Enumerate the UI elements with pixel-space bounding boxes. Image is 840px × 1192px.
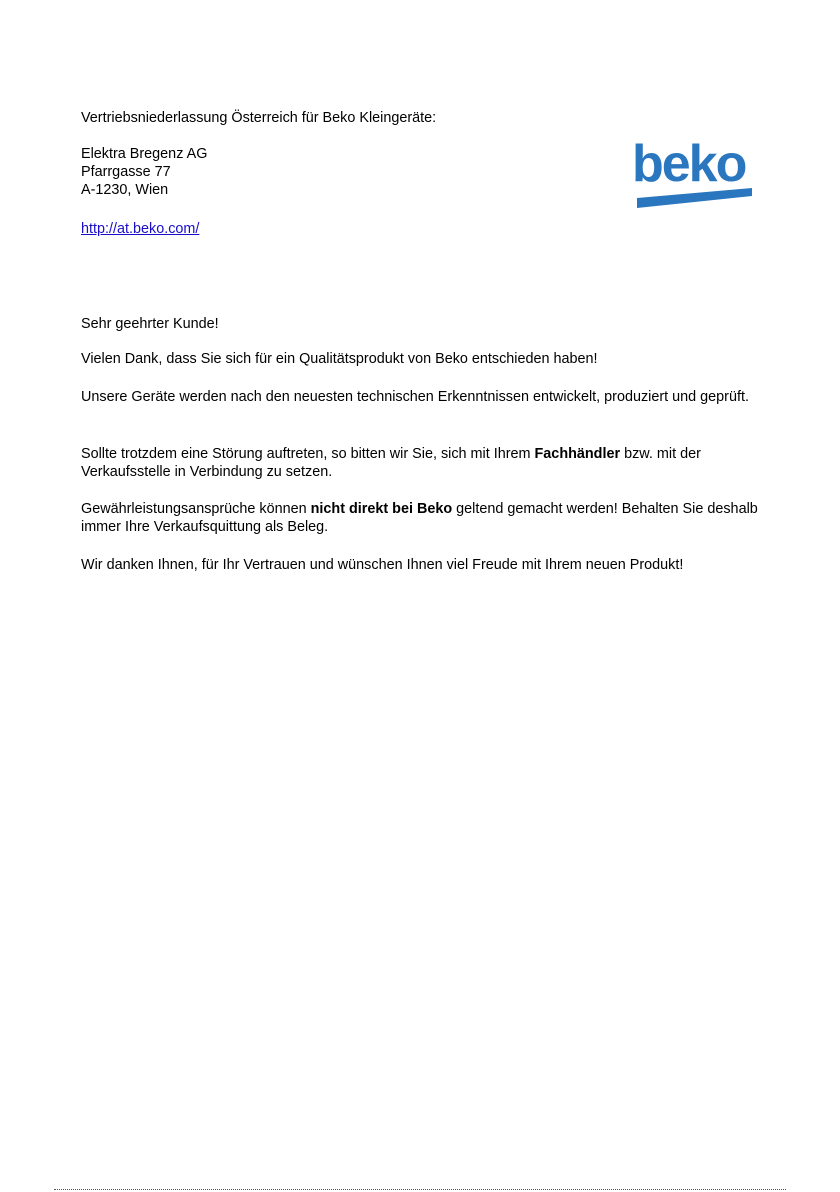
website-link[interactable]: http://at.beko.com/ [81, 221, 200, 237]
city-address: A-1230, Wien [81, 182, 169, 198]
warranty-text-bold: nicht direkt bei Beko [310, 501, 453, 517]
beko-logo [632, 135, 756, 212]
salutation: Sehr geehrter Kunde! [81, 316, 219, 332]
page-bottom-divider [54, 1189, 786, 1190]
warranty-text-start: Gewährleistungsansprüche können [81, 501, 311, 517]
problem-text-end: bzw. mit der Verkaufsstelle in Verbindung zu setzen. [81, 446, 701, 480]
company-name: Elektra Bregenz AG [81, 146, 208, 162]
beko-logo-wordmark: beko [632, 135, 746, 193]
problem-text-bold: Fachhändler [534, 446, 621, 462]
thanks-paragraph: Vielen Dank, dass Sie sich für ein Qualitätsprodukt von Beko entschieden haben! [81, 351, 598, 367]
problem-text-start: Sollte trotzdem eine Störung auftreten, so bitten wir Sie, sich mit Ihrem [81, 446, 535, 462]
warranty-paragraph [81, 500, 761, 536]
street-address: Pfarrgasse 77 [81, 164, 171, 180]
intro-line: Vertriebsniederlassung Österreich für Beko Kleingeräte: [81, 110, 437, 126]
warranty-text-end: geltend gemacht werden! Behalten Sie deshalb immer Ihre Verkaufsquittung als Beleg. [81, 501, 758, 535]
devices-paragraph: Unsere Geräte werden nach den neuesten technischen Erkenntnissen entwickelt, produziert und geprüft. [81, 389, 749, 405]
closing-paragraph: Wir danken Ihnen, für Ihr Vertrauen und wünschen Ihnen viel Freude mit Ihrem neuen Produkt! [81, 557, 684, 573]
problem-paragraph [81, 445, 761, 481]
